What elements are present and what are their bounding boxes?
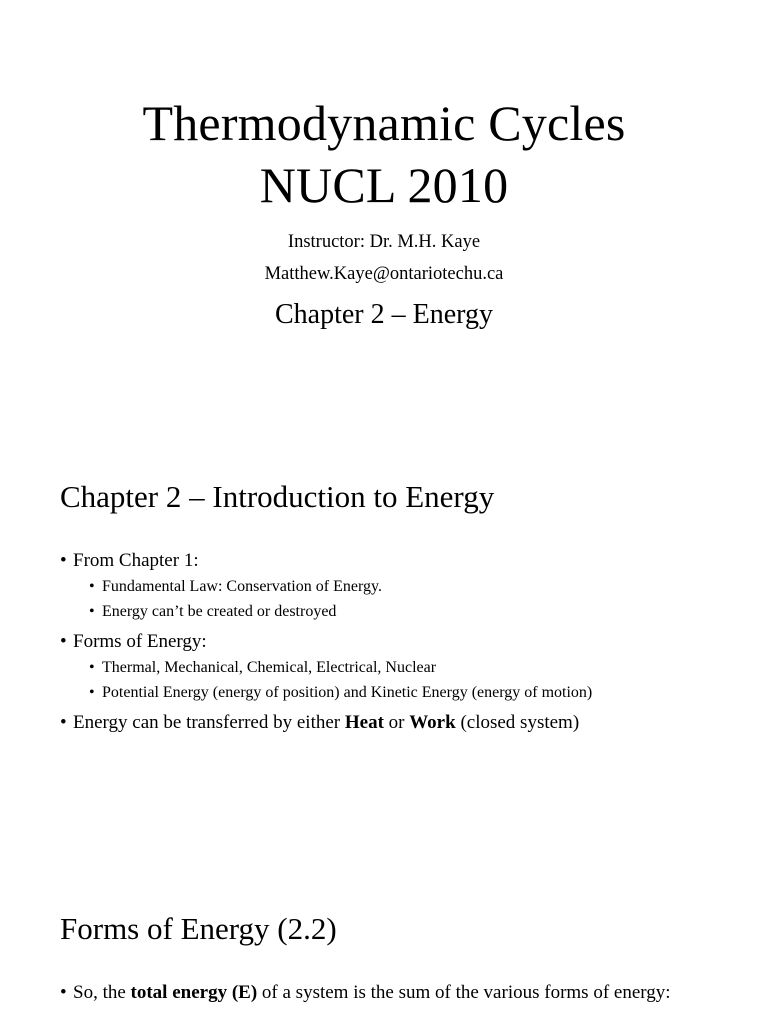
keyword-heat: Heat [344,712,384,733]
keyword-total-energy: total energy (E) [130,982,258,1003]
bullet-forms-of-energy: • Forms of Energy: [60,629,740,655]
keyword-work: Work [409,712,456,733]
bullet-list [60,980,740,1006]
forms-of-energy-slide [0,880,768,1024]
text: or [383,712,410,733]
text: of a system is the sum of the various forms of energy: [257,982,671,1003]
course-title: Thermodynamic Cycles [142,95,626,151]
bullet-from-chapter-1: • From Chapter 1: [60,548,740,574]
slide-heading: Forms of Energy (2.2) [60,911,337,946]
sub-bullet-energy-conservation: • Energy can’t be created or destroyed [89,599,740,624]
instructor-email: Matthew.Kaye@ontariotechu.ca [264,264,504,284]
intro-slide [0,440,768,880]
sub-bullet-fundamental-law: • Fundamental Law: Conservation of Energy. [89,574,740,599]
course-code: NUCL 2010 [259,157,509,213]
bullet-list [60,548,740,736]
slide-heading: Chapter 2 – Introduction to Energy [60,479,495,514]
bullet-total-energy [60,980,740,1006]
sub-bullet-potential-kinetic: • Potential Energy (energy of position) and Kinetic Energy (energy of motion) [89,680,740,705]
text: Energy can be transferred by either [73,712,345,733]
text: (closed system) [455,712,580,733]
title-slide [0,0,768,440]
instructor-name: Instructor: Dr. M.H. Kaye [287,232,481,252]
sub-bullet-energy-types: • Thermal, Mechanical, Chemical, Electrical, Nuclear [89,655,740,680]
chapter-subtitle: Chapter 2 – Energy [275,299,493,330]
bullet-energy-transfer [60,710,740,736]
text: So, the [73,982,131,1003]
